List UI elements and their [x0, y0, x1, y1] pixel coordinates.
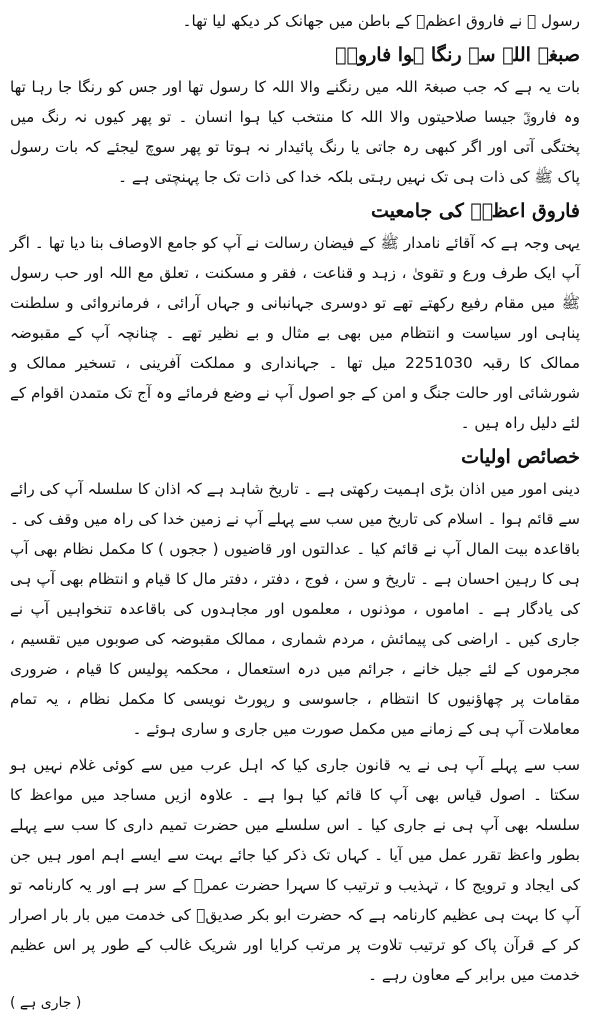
section-heading-awwaliyat: خصائص اولیات — [461, 446, 580, 468]
paragraph-awwaliyat-1: دینی امور میں اذان بڑی اہمیت رکھتی ہے ۔ تاریخ شاہد ہے کہ اذان کا سلسلہ آپ کی رائے سے قائم ہوا ۔ اسلام کی تاریخ میں سب سے پہلے آپ نے زمین خدا کی راہ میں وقف کی ۔ باقاعدہ بیت المال آپ نے قائم کیا ۔ عدالتوں اور قاضیوں ( ججوں ) کا مکمل نظام بھی آپ ہی کا رہین احسان ہے ۔ تاریخ و سن ، فوج ، دفتر ، دفتر مال کا قیام و انتظام بھی آپ ہی کی یادگار ہے ۔ اماموں ، موذنوں ، معلموں اور مجاہدوں کی باقاعدہ تنخواہیں آپ نے جاری کیں ۔ اراضی کی پیمائش ، مردم شماری ، ممالک مقبوضہ کی صوبوں میں تقسیم ، مجرموں کے لئے جیل خانے ، جرائم میں درہ استعمال ، محکمہ پولیس کا قیام ، ضروری مقامات پر چھاؤنیوں کا انتظام ، جاسوسی و رپورٹ نویسی کا مکمل نظام ، یہ تمام معاملات آپ ہی کے زمانے میں مکمل صورت میں جاری و ساری ہوئے ۔ — [10, 480, 580, 738]
section-heading-sibghatullah: صبغۃ اللہ سے رنگا ہوا فاروقؓ — [335, 44, 580, 66]
paragraph-awwaliyat-2: سب سے پہلے آپ ہی نے یہ قانون جاری کیا کہ اہل عرب میں سے کوئی غلام نہیں ہو سکتا ۔ اصول قیاس بھی آپ کا قائم کیا ہوا ہے ۔ علاوہ ازیں مساجد میں مواعظ کا سلسلہ بھی آپ ہی نے جاری کیا ۔ اس سلسلے میں حضرت تمیم داری کا سب سے پہلے بطور واعظ تقرر عمل میں آیا ۔ کہاں تک ذکر کیا جائے بہت سے ایسے اہم امور ہیں جن کی ایجاد و ترویج کا ، تہذیب و ترتیب کا سہرا حضرت عمرؓ کے سر ہے اور یہ کارنامہ تو آپ کا بہت ہی عظیم کارنامہ ہے کہ حضرت ابو بکر صدیقؓ کی خدمت میں بار بار اصرار کر کے قرآن پاک کو ترتیب تلاوت پر مرتب کرایا اور شریک غالب کے طور پر اس عظیم خدمت میں برابر کے معاون رہے ۔ — [10, 756, 580, 984]
continued-note: ( جاری ہے ) — [10, 995, 82, 1011]
intro-line: رسول ﷺ نے فاروق اعظمؓ کے باطن میں جھانک کر دیکھ لیا تھا۔ — [182, 12, 580, 30]
section-heading-jamiyat: فاروق اعظمؓ کی جامعیت — [371, 200, 580, 222]
paragraph-jamiyat: یہی وجہ ہے کہ آقائے نامدار ﷺ کے فیضان رسالت نے آپ کو جامع الاوصاف بنا دیا تھا ۔ اگر آپ ایک طرف ورع و تقویٰ ، زہد و قناعت ، فقر و مسکنت ، تعلق مع اللہ اور حب رسول ﷺ میں مقام رفیع رکھتے تھے تو دوسری جہانبانی و جہاں آرائی ، فرمانروائی و سلطنت پناہی اور سیاست و انتظام میں بھی بے مثال و بے نظیر تھے ۔ چنانچہ آپ کے مقبوضہ ممالک کا رقبہ 2251030 میل تھا ۔ جہانداری و مملکت آفرینی ، تسخیر ممالک و شورشائی اور حالت جنگ و امن کے جو اصول آپ نے وضع فرمائے وہ آج تک متمدن اقوام کے لئے دلیل راہ ہیں ۔ — [10, 234, 580, 432]
paragraph-sibghatullah: بات یہ ہے کہ جب صبغۃ اللہ میں رنگنے والا اللہ کا رسول تھا اور جس کو رنگا جا رہا تھا وہ فاروقؓ جیسا صلاحیتوں والا اللہ کا منتخب کیا ہوا انسان ۔ تو پھر کیوں نہ رنگ میں پختگی آتی اور اگر کبھی رہ جاتی یا رنگ پائیدار نہ ہوتا تو پھر سوچ لیجئے کہ بات رسول پاک ﷺ کی ذات ہی تک نہیں رہتی بلکہ خدا کی ذات تک جا پہنچتی ہے ۔ — [10, 78, 580, 186]
